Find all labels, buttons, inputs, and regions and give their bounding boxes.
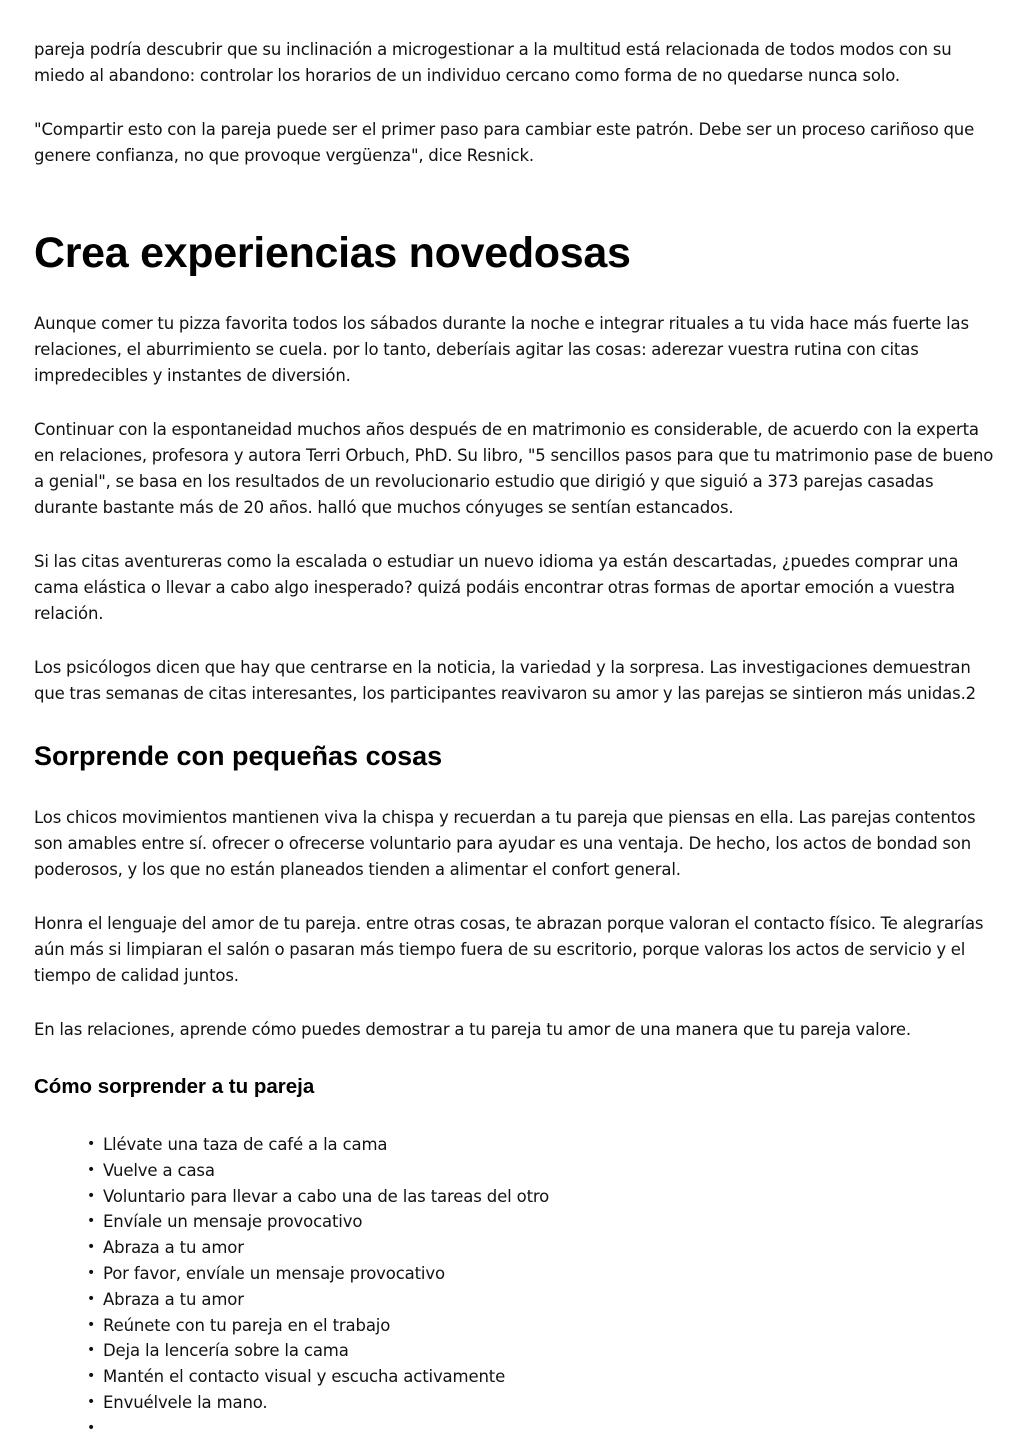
paragraph: Si las citas aventureras como la escalada o estudiar un nuevo idioma ya están descartadas, ¿puedes comprar una cama elástica o llevar a cabo algo inesperado? quizá podáis encontrar otras formas de aportar emoción a vuestra relación. — [34, 552, 959, 623]
list-item: • Envuélvele la mano. — [103, 1390, 994, 1416]
list-item: • Vuelve a casa — [103, 1158, 994, 1184]
subsection-heading: Sorprende con pequeñas cosas — [34, 741, 443, 771]
list-item-cut-off — [103, 1416, 994, 1442]
list-item: • Por favor, envíale un mensaje provocativo — [103, 1261, 994, 1287]
list-item: • Abraza a tu amor — [103, 1235, 994, 1261]
list-item: • Envíale un mensaje provocativo — [103, 1209, 994, 1235]
list-item: • Voluntario para llevar a cabo una de las tareas del otro — [103, 1184, 994, 1210]
document-page — [34, 37, 994, 1442]
paragraph: Los chicos movimientos mantienen viva la chispa y recuerdan a tu pareja que piensas en ella. Las parejas contentos son amables entre sí. ofrecer o ofrecerse voluntario para ayudar es una ventaja. De hecho, los actos de bondad son poderosos, y los que no están planeados tienden a alimentar el confort general. — [34, 808, 976, 879]
list-item: • Deja la lencería sobre la cama — [103, 1338, 994, 1364]
list-item: • Abraza a tu amor — [103, 1287, 994, 1313]
list-item: • Mantén el contacto visual y escucha activamente — [103, 1364, 994, 1390]
section-heading: Crea experiencias novedosas — [34, 229, 631, 277]
list-item: • Reúnete con tu pareja en el trabajo — [103, 1313, 994, 1339]
paragraph: Honra el lenguaje del amor de tu pareja. entre otras cosas, te abrazan porque valoran el contacto físico. Te alegrarías aún más si limpiaran el salón o pasaran más tiempo fuera de su escritorio, porque valoras los actos de servicio y el tiempo de calidad juntos. — [34, 914, 984, 985]
list-heading: Cómo sorprender a tu pareja — [34, 1075, 315, 1098]
paragraph: pareja podría descubrir que su inclinación a microgestionar a la multitud está relacionada de todos modos con su miedo al abandono: controlar los horarios de un individuo cercano como forma de no quedarse nunca solo. — [34, 40, 952, 85]
list-item: • Llévate una taza de café a la cama — [103, 1132, 994, 1158]
surprise-list — [34, 1132, 994, 1442]
paragraph: Aunque comer tu pizza favorita todos los sábados durante la noche e integrar rituales a tu vida hace más fuerte las relaciones, el aburrimiento se cuela. por lo tanto, deberíais agitar las cosas: aderezar vuestra rutina con citas impredecibles y instantes de diversión. — [34, 314, 969, 385]
paragraph: En las relaciones, aprende cómo puedes demostrar a tu pareja tu amor de una manera que tu pareja valore. — [34, 1020, 911, 1039]
paragraph: Los psicólogos dicen que hay que centrarse en la noticia, la variedad y la sorpresa. Las investigaciones demuestran que tras semanas de citas interesantes, los participantes reavivaron su amor y las parejas se sintieron más unidas.2 — [34, 658, 977, 703]
paragraph: Continuar con la espontaneidad muchos años después de en matrimonio es considerable, de acuerdo con la experta en relaciones, profesora y autora Terri Orbuch, PhD. Su libro, "5 sencillos pasos para que tu matrimonio pase de bueno a genial", se basa en los resultados de un revolucionario estudio que dirigió y que siguió a 373 parejas casadas durante bastante más de 20 años. halló que muchos cónyuges se sentían estancados. — [34, 420, 994, 517]
paragraph: "Compartir esto con la pareja puede ser el primer paso para cambiar este patrón. Debe ser un proceso cariñoso que genere confianza, no que provoque vergüenza", dice Resnick. — [34, 120, 975, 165]
